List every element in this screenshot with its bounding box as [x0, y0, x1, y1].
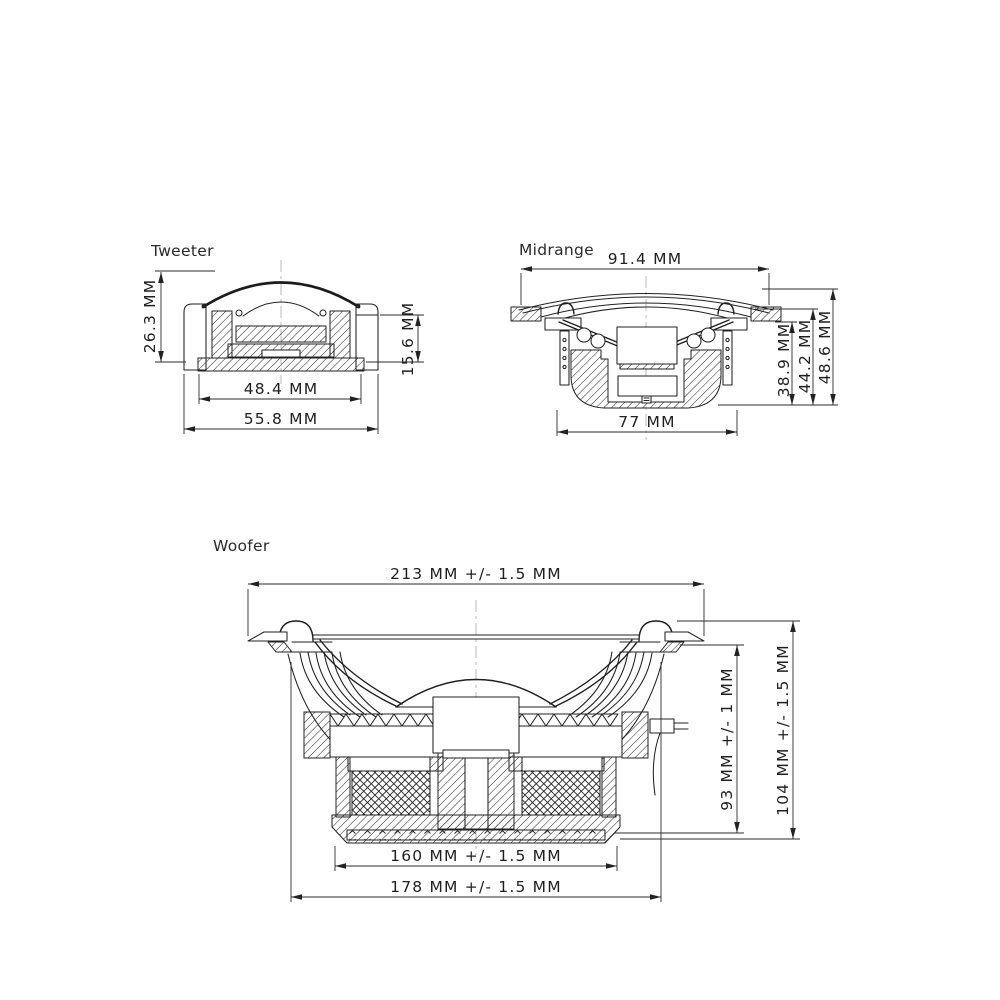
midrange-dim-basket-width-label: 77 MM	[618, 413, 676, 431]
woofer-title: Woofer	[213, 537, 270, 555]
woofer-dim-basket-width-label: 178 MM +/- 1.5 MM	[390, 878, 562, 896]
tweeter-title: Tweeter	[151, 242, 214, 260]
midrange-dim-depth-rear-label: 38.9 MM	[775, 322, 793, 398]
woofer-dim-overall-width-label: 213 MM +/- 1.5 MM	[390, 565, 562, 583]
woofer-dim-magnet-width-label: 160 MM +/- 1.5 MM	[390, 847, 562, 865]
midrange-dim-depth-mid-label: 44.2 MM	[796, 318, 814, 394]
woofer-dim-depth-rear-label: 93 MM +/- 1 MM	[718, 667, 736, 811]
midrange-dim-depth-total-label: 48.6 MM	[816, 309, 834, 385]
woofer-dim-depth-total-label: 104 MM +/- 1.5 MM	[774, 644, 792, 816]
midrange-view	[511, 241, 838, 440]
woofer-dim-magnet-width	[335, 846, 617, 871]
tweeter-dim-front-depth-label: 15.6 MM	[399, 301, 417, 377]
woofer-cross-section	[248, 600, 704, 855]
tweeter-dim-overall-height-label: 26.3 MM	[141, 278, 159, 354]
tweeter-cross-section	[184, 260, 378, 384]
tweeter-dim-body-width	[199, 374, 361, 404]
tweeter-view	[141, 242, 424, 434]
midrange-title: Midrange	[519, 241, 594, 259]
midrange-dim-overall-width-label: 91.4 MM	[607, 250, 683, 268]
tweeter-dim-overall-width-label: 55.8 MM	[243, 410, 319, 428]
woofer-view	[213, 537, 800, 902]
midrange-dim-basket-width	[557, 410, 737, 436]
tweeter-dim-body-width-label: 48.4 MM	[243, 380, 319, 398]
